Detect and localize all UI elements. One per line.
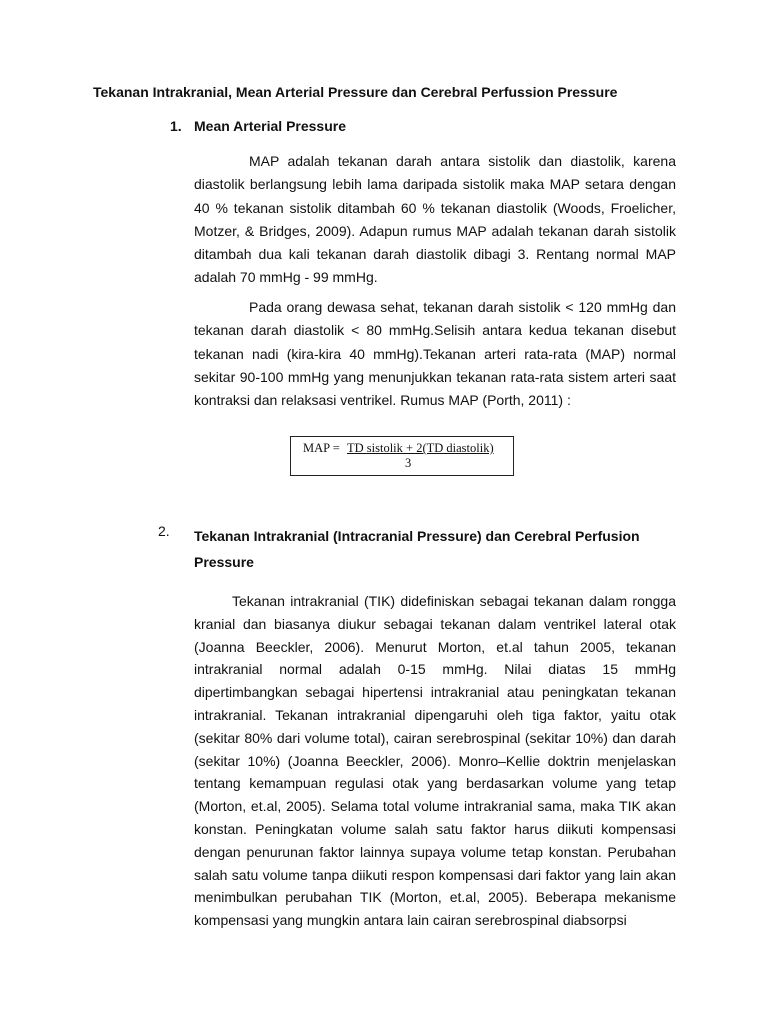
- section-2-heading: Tekanan Intrakranial (Intracranial Pressure) dan Cerebral Perfusion Pressure: [194, 528, 640, 570]
- document-title: Tekanan Intrakranial, Mean Arterial Pressure dan Cerebral Perfussion Pressure: [93, 84, 618, 100]
- section-1-number: 1.: [170, 118, 182, 134]
- section-2-number: 2.: [158, 523, 170, 539]
- map-formula-box: [290, 436, 514, 476]
- section-1-heading-text: Mean Arterial Pressure: [194, 118, 346, 134]
- formula-numerator: TD sistolik + 2(TD diastolik): [347, 441, 494, 455]
- formula-denominator: 3: [405, 456, 412, 470]
- formula-lhs: MAP =: [303, 441, 340, 455]
- section-1-paragraph-1: MAP adalah tekanan darah antara sistolik dan diastolik, karena diastolik berlangsung lebih lama daripada sistolik maka MAP setara dengan 40 % tekanan sistolik ditambah 60 % tekanan diastolik (Woods, Froelicher, Motzer, & Bridges, 2009). Adapun rumus MAP adalah tekanan darah sistolik ditambah dua kali tekanan darah diastolik dibagi 3. Rentang normal MAP adalah 70 mmHg - 99 mmHg.: [194, 153, 676, 286]
- section-1-paragraph-2: Pada orang dewasa sehat, tekanan darah sistolik < 120 mmHg dan tekanan darah diastolik < 80 mmHg.Selisih antara kedua tekanan disebut tekanan nadi (kira-kira 40 mmHg).Tekanan arteri rata-rata (MAP) normal sekitar 90-100 mmHg yang menunjukkan tekanan rata-rata sistem arteri saat kontraksi dan relaksasi ventrikel. Rumus MAP (Porth, 2011) :: [194, 299, 676, 409]
- section-1-heading: [170, 118, 346, 134]
- section-2-paragraph-1: Tekanan intrakranial (TIK) didefiniskan sebagai tekanan dalam rongga kranial dan biasanya diukur sebagai tekanan dalam ventrikel lateral otak (Joanna Beeckler, 2006). Menurut Morton, et.al tahun 2005, tekanan intrakranial normal adalah 0-15 mmHg. Nilai diatas 15 mmHg dipertimbangkan sebagai hipertensi intrakranial atau peningkatan tekanan intrakranial. Tekanan intrakranial dipengaruhi oleh tiga faktor, yaitu otak (sekitar 80% dari volume total), cairan serebrospinal (sekitar 10%) dan darah (sekitar 10%) (Joanna Beeckler, 2006). Monro–Kellie doktrin menjelaskan tentang kemampuan regulasi otak yang berdasarkan volume yang tetap (Morton, et.al, 2005). Selama total volume intrakranial sama, maka TIK akan konstan. Peningkatan volume salah satu faktor harus diikuti kompensasi dengan penurunan faktor lainnya supaya volume tetap konstan. Perubahan salah satu volume tanpa diikuti respon kompensasi dari faktor yang lain akan menimbulkan perubahan TIK (Morton, et.al, 2005). Beberapa mekanisme kompensasi yang mungkin antara lain cairan serebrospinal diabsorpsi: [194, 593, 676, 929]
